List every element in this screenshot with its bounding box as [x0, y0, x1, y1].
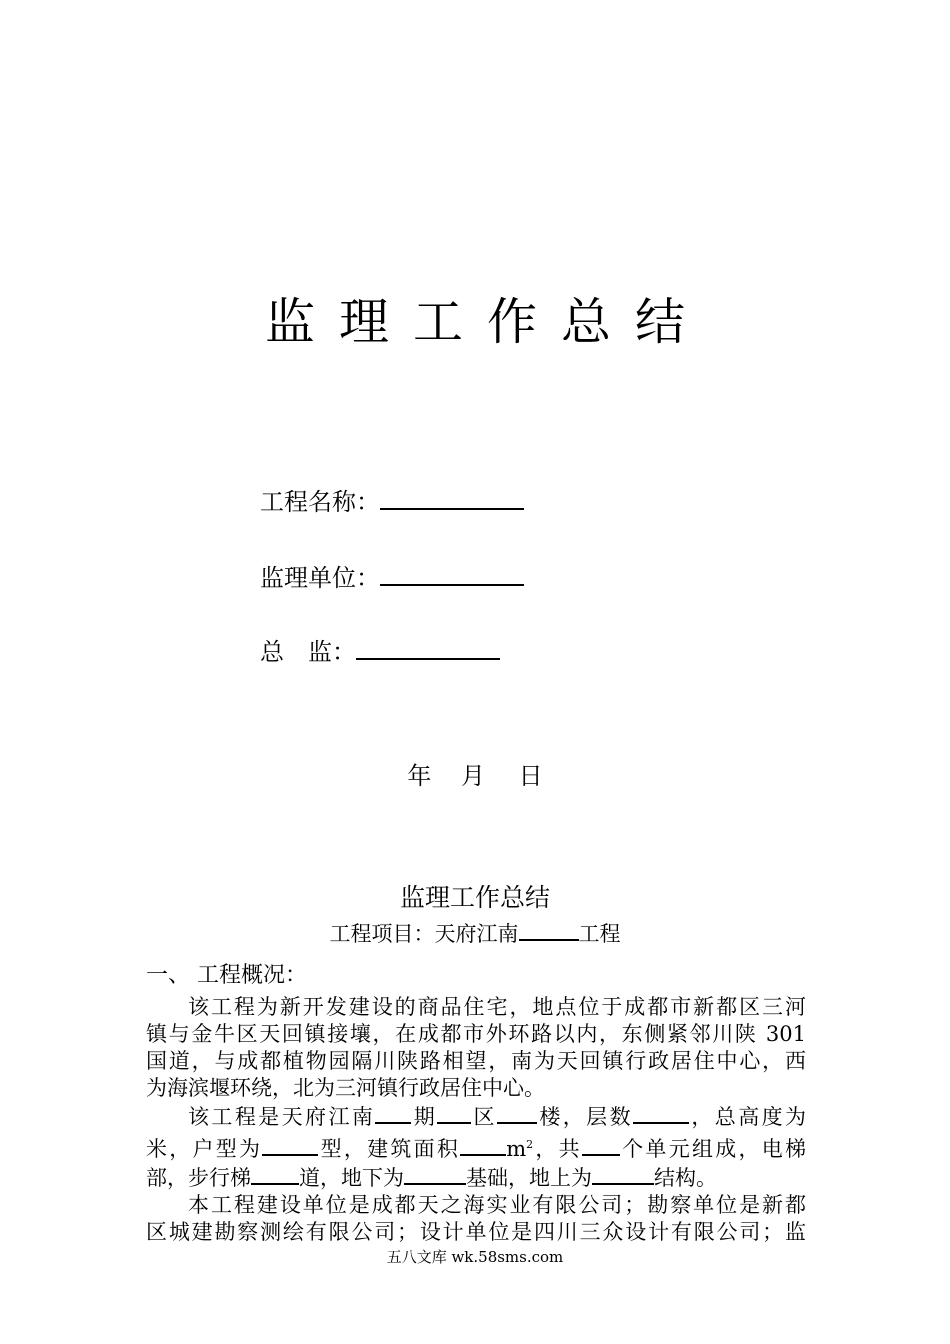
chief-supervisor-label: 总 监： — [260, 638, 356, 666]
section-heading: 一、 工程概况： — [146, 963, 307, 988]
fill-text: 米，户型为 — [146, 1137, 263, 1161]
paragraph-line — [146, 1102, 806, 1131]
paragraph-overview — [146, 994, 806, 1246]
chief-supervisor-blank — [356, 632, 500, 660]
fill-text: 部，步行梯 — [146, 1166, 251, 1190]
fill-text: 基础，地上为 — [466, 1166, 592, 1190]
supervision-unit-field — [260, 558, 524, 595]
fill-text: 区 — [471, 1105, 497, 1129]
fill-text: 道，地下为 — [299, 1166, 404, 1190]
fill-blank — [592, 1163, 654, 1185]
superscript: 2 — [526, 1138, 534, 1151]
fill-text: 该工程是天府江南 — [188, 1105, 376, 1129]
paragraph-line: 镇与金牛区天回镇接壤，在成都市外环路以内，东侧紧邻川陕 301 — [146, 1022, 806, 1046]
paragraph-line: 为海滨堰环绕，北为三河镇行政居住中心。 — [146, 1076, 545, 1100]
fill-blank — [404, 1163, 466, 1185]
summary-title: 监理工作总结 — [399, 883, 550, 912]
supervision-unit-blank — [380, 558, 524, 586]
project-line-blank — [519, 919, 579, 941]
date-month: 月 — [461, 762, 485, 790]
project-name-label: 工程名称： — [260, 488, 380, 516]
fill-text: 结构。 — [654, 1166, 717, 1190]
fill-blank — [375, 1102, 411, 1124]
paragraph-line: 区城建勘察测绘有限公司；设计单位是四川三众设计有限公司；监 — [146, 1220, 806, 1244]
fill-blank — [460, 1134, 506, 1156]
chief-supervisor-field — [260, 632, 500, 669]
supervision-unit-label: 监理单位： — [260, 564, 380, 592]
fill-text: ，共 — [533, 1137, 582, 1161]
fill-text: 楼，层数 — [536, 1105, 633, 1129]
project-name-blank — [380, 482, 524, 510]
fill-blank — [251, 1163, 299, 1185]
fill-text: 型，建筑面积 — [318, 1137, 461, 1161]
footer-watermark: 五八文库 wk.58sms.com — [386, 1248, 564, 1266]
date-year: 年 — [407, 762, 432, 790]
fill-blank — [437, 1102, 471, 1124]
fill-blank — [262, 1134, 318, 1156]
project-line — [0, 918, 950, 948]
paragraph-line — [146, 1131, 806, 1163]
cover-date — [0, 756, 950, 791]
cover-title: 监理工作总结 — [265, 293, 709, 351]
project-line-prefix: 工程项目：天府江南 — [329, 922, 519, 946]
fill-text: 个单元组成，电梯 — [619, 1137, 807, 1161]
paragraph-line: 国道，与成都植物园隔川陕路相望，南为天回镇行政居住中心，西 — [146, 1049, 806, 1073]
paragraph-line: 本工程建设单位是成都天之海实业有限公司；勘察单位是新都 — [188, 1193, 806, 1217]
fill-blank — [582, 1134, 620, 1156]
paragraph-line: 该工程为新开发建设的商品住宅，地点位于成都市新都区三河 — [188, 995, 806, 1019]
fill-text: 期 — [411, 1105, 438, 1129]
paragraph-line — [146, 1163, 806, 1192]
project-name-field — [260, 482, 524, 519]
fill-text: ，总高度为 — [688, 1105, 807, 1129]
fill-blank — [633, 1102, 689, 1124]
fill-text: m — [506, 1137, 527, 1161]
fill-blank — [497, 1102, 537, 1124]
project-line-suffix: 工程 — [578, 922, 621, 946]
date-day: 日 — [518, 762, 543, 790]
